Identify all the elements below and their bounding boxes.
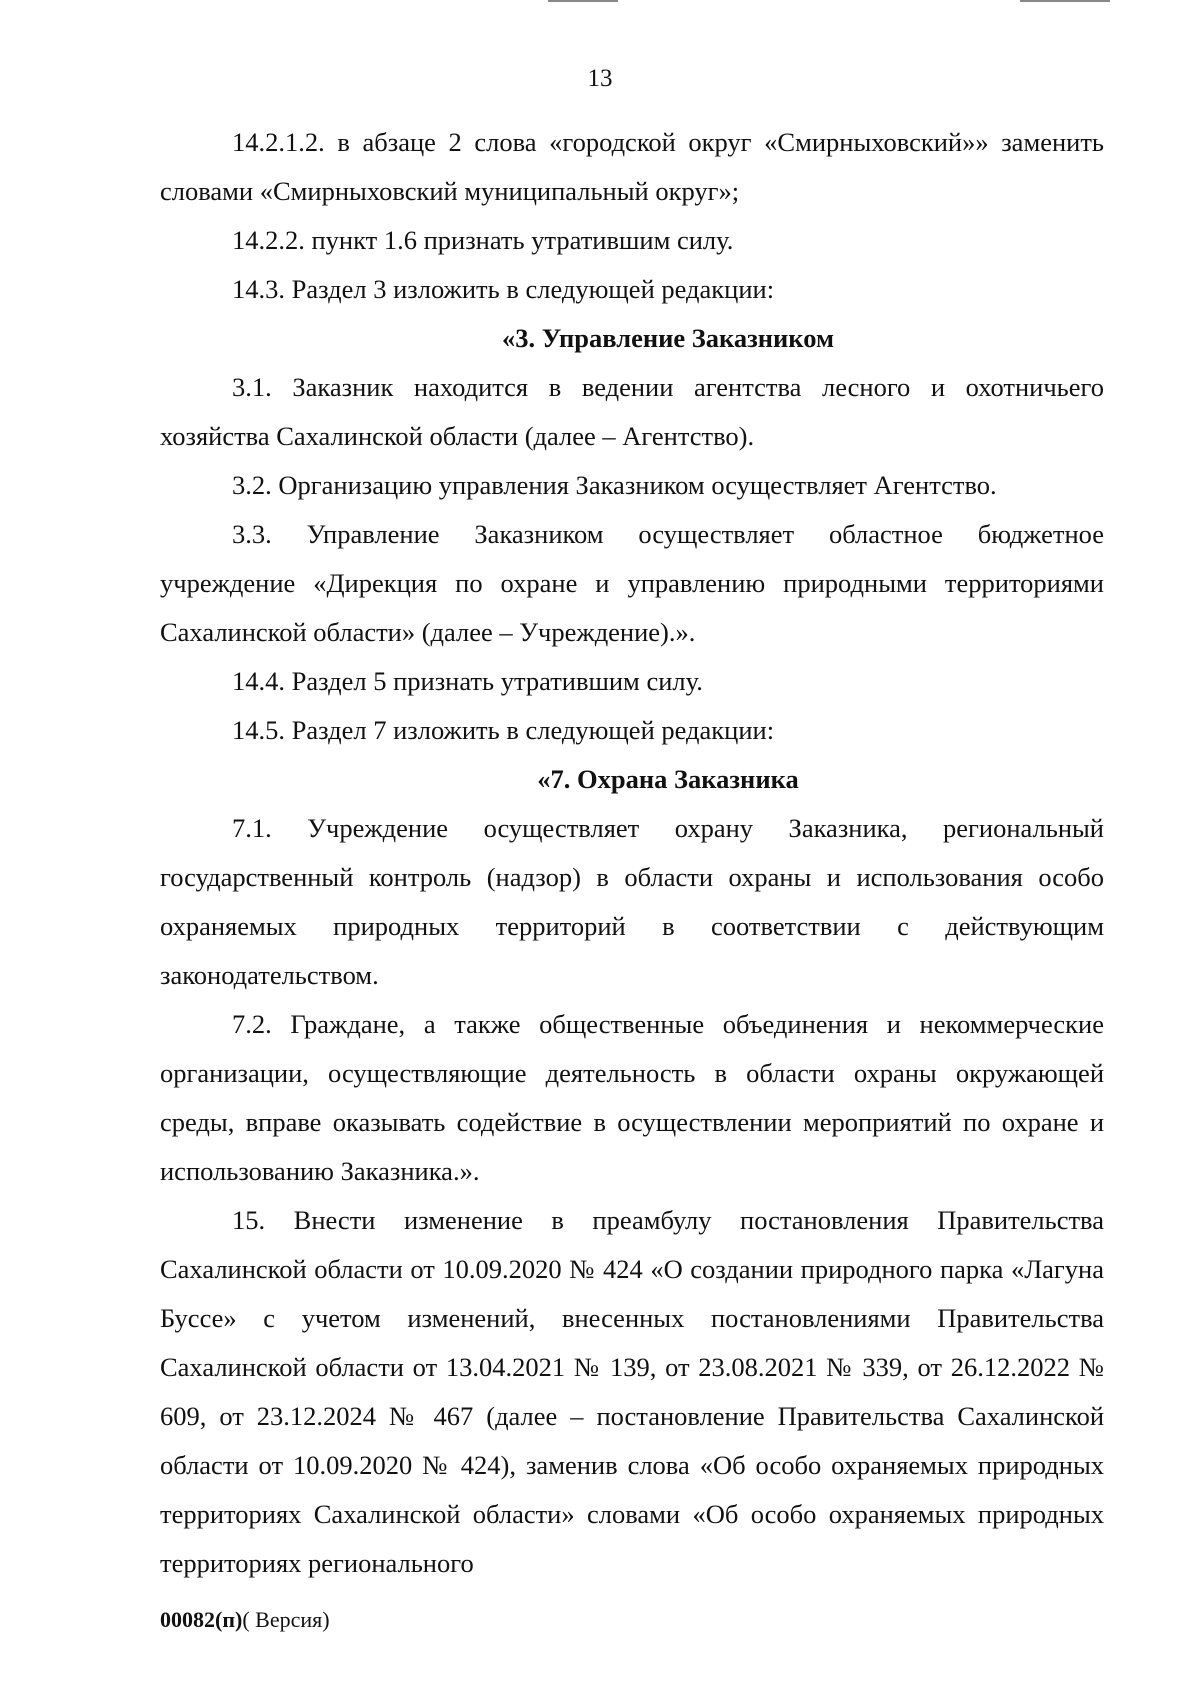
paragraph-3-3: 3.3. Управление Заказником осуществляет областное бюджетное учреждение «Дирекция по охране и управлению природными территориями Сахалинской области» (далее – Учреждение).». bbox=[160, 519, 1104, 647]
paragraph-14-2-2: 14.2.2. пункт 1.6 признать утратившим силу. bbox=[232, 225, 734, 255]
section-heading-3: «3. Управление Заказником bbox=[501, 323, 835, 353]
page-number: 13 bbox=[587, 65, 613, 92]
paragraph-14-5: 14.5. Раздел 7 изложить в следующей редакции: bbox=[232, 715, 775, 745]
paragraph-3-2: 3.2. Организацию управления Заказником осуществляет Агентство. bbox=[232, 470, 997, 500]
scan-edge-mark bbox=[1020, 0, 1110, 2]
document-code: 00082(п) bbox=[160, 1607, 243, 1632]
document-version: ( Версия) bbox=[242, 1607, 330, 1632]
paragraph-7-2: 7.2. Граждане, а также общественные объединения и некоммерческие организации, осуществляющие деятельность в области охраны окружающей среды, вправе оказывать содействие в осуществлении мероприятий по охране и использованию Заказника.». bbox=[160, 1009, 1104, 1186]
paragraph-3-1: 3.1. Заказник находится в ведении агентства лесного и охотничьего хозяйства Сахалинской области (далее – Агентство). bbox=[160, 372, 1104, 451]
scan-edge-mark bbox=[548, 0, 618, 2]
paragraph-7-1: 7.1. Учреждение осуществляет охрану Заказника, региональный государственный контроль (надзор) в области охраны и использования особо охраняемых природных территорий в соответствии с действующим законодательством. bbox=[160, 813, 1104, 990]
document-footer bbox=[160, 1605, 330, 1635]
paragraph-14-4: 14.4. Раздел 5 признать утратившим силу. bbox=[232, 666, 703, 696]
paragraph-15: 15. Внести изменение в преамбулу постановления Правительства Сахалинской области от 10.09.2020 № 424 «О создании природного парка «Лагуна Буссе» с учетом изменений, внесенных постановлениями Правительства Сахалинской области от 13.04.2021 № 139, от 23.08.2021 № 339, от 26.12.2022 № 609, от 23.12.2024 № 467 (далее – постановление Правительства Сахалинской области от 10.09.2020 № 424), заменив слова «Об особо охраняемых природных территориях Сахалинской области» словами «Об особо охраняемых природных территориях регионального bbox=[160, 1205, 1104, 1578]
paragraph-14-3: 14.3. Раздел 3 изложить в следующей редакции: bbox=[232, 274, 775, 304]
document-body bbox=[160, 118, 1104, 1588]
paragraph-14-2-1-2: 14.2.1.2. в абзаце 2 слова «городской округ «Смирныховский»» заменить словами «Смирныховский муниципальный округ»; bbox=[160, 127, 1104, 206]
section-heading-7: «7. Охрана Заказника bbox=[537, 764, 799, 794]
